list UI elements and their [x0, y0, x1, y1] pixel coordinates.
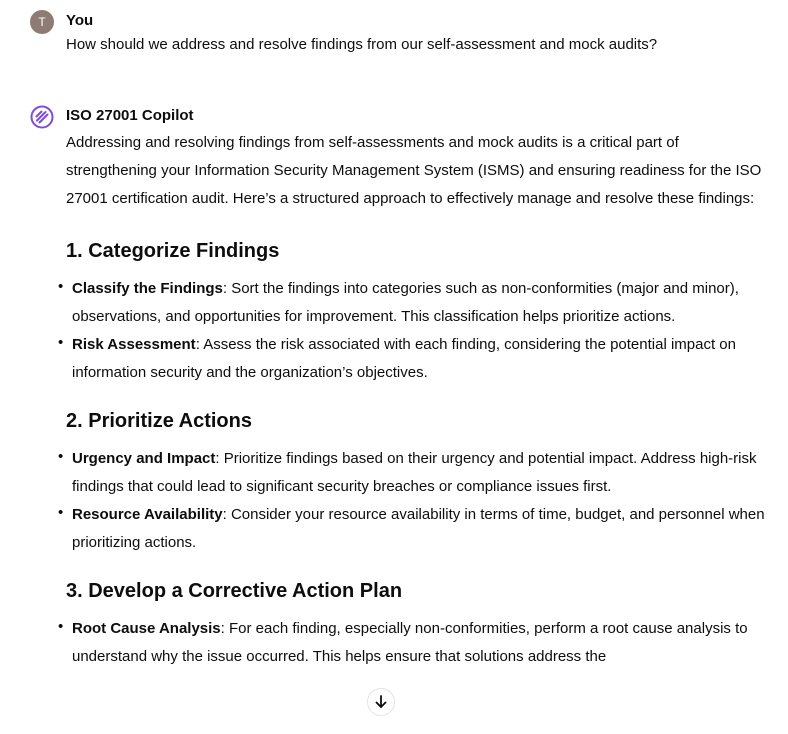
copilot-logo-icon — [30, 105, 54, 129]
item-label: Classify the Findings — [72, 280, 223, 297]
section-list — [66, 445, 766, 557]
user-message-text: How should we address and resolve findings from our self-assessment and mock audits? — [66, 36, 658, 53]
item-label: Risk Assessment — [72, 336, 196, 353]
list-item — [66, 445, 766, 501]
item-label: Urgency and Impact — [72, 450, 216, 467]
scroll-down-button[interactable] — [367, 688, 395, 716]
section-heading: 3. Develop a Corrective Action Plan — [66, 580, 403, 602]
section-heading: 1. Categorize Findings — [66, 240, 280, 262]
item-text: : Assess the risk associated with each finding, considering the potential impact on information security and the organization’s objectives. — [72, 336, 736, 381]
item-text: : Sort the findings into categories such as non-conformities (major and minor), observations, and opportunities for improvement. This classification helps prioritize actions. — [72, 280, 739, 325]
arrow-down-icon — [374, 695, 388, 709]
item-text: : Prioritize findings based on their urgency and potential impact. Address high-risk findings that could lead to significant security breaches or compliance issues first. — [72, 450, 757, 495]
section-list — [66, 615, 766, 671]
item-label: Root Cause Analysis — [72, 620, 221, 637]
list-item — [66, 331, 766, 387]
list-item — [66, 615, 766, 671]
section-heading: 2. Prioritize Actions — [66, 410, 252, 432]
item-text: : Consider your resource availability in terms of time, budget, and personnel when prioritizing actions. — [72, 506, 765, 551]
item-label: Resource Availability — [72, 506, 223, 523]
user-avatar: T — [30, 10, 54, 34]
assistant-name: ISO 27001 Copilot — [66, 107, 194, 124]
item-text: : For each finding, especially non-conformities, perform a root cause analysis to understand why the issue occurred. This helps ensure that solutions address the — [72, 620, 748, 665]
assistant-response — [66, 129, 766, 691]
list-item — [66, 501, 766, 557]
intro-paragraph: Addressing and resolving findings from self-assessments and mock audits is a critical part of strengthening your Information Security Management System (ISMS) and ensuring readiness for the ISO 27001 certification audit. Here’s a structured approach to effectively manage and resolve these findings: — [66, 134, 762, 207]
user-name: You — [66, 12, 94, 29]
section-list — [66, 275, 766, 387]
list-item — [66, 275, 766, 331]
